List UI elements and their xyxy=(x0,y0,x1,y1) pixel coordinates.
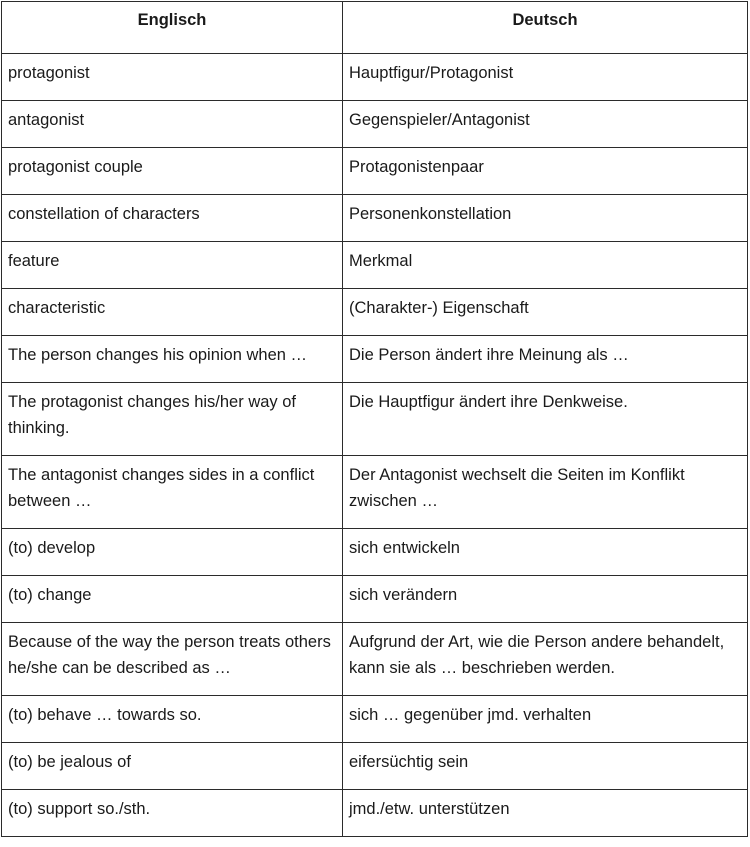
english-cell: protagonist xyxy=(2,54,343,101)
german-cell: Personenkonstellation xyxy=(343,195,748,242)
german-cell: Aufgrund der Art, wie die Person andere behandelt, kann sie als … beschrieben werden. xyxy=(343,623,748,696)
table-row xyxy=(2,383,748,456)
german-cell: Merkmal xyxy=(343,242,748,289)
table-row xyxy=(2,195,748,242)
table-row xyxy=(2,54,748,101)
english-cell: (to) be jealous of xyxy=(2,743,343,790)
table-row xyxy=(2,790,748,837)
english-cell: The protagonist changes his/her way of thinking. xyxy=(2,383,343,456)
english-cell: Because of the way the person treats others he/she can be described as … xyxy=(2,623,343,696)
german-cell: sich verändern xyxy=(343,576,748,623)
german-cell: Protagonistenpaar xyxy=(343,148,748,195)
german-cell: Die Hauptfigur ändert ihre Denkweise. xyxy=(343,383,748,456)
german-cell: sich entwickeln xyxy=(343,529,748,576)
table-row xyxy=(2,101,748,148)
german-cell: (Charakter-) Eigenschaft xyxy=(343,289,748,336)
english-cell: The person changes his opinion when … xyxy=(2,336,343,383)
table-row xyxy=(2,623,748,696)
english-cell: (to) change xyxy=(2,576,343,623)
english-cell: protagonist couple xyxy=(2,148,343,195)
english-cell: antagonist xyxy=(2,101,343,148)
german-cell: sich … gegenüber jmd. verhalten xyxy=(343,696,748,743)
header-deutsch: Deutsch xyxy=(343,2,748,54)
table-row xyxy=(2,456,748,529)
table-row xyxy=(2,576,748,623)
english-cell: (to) develop xyxy=(2,529,343,576)
german-cell: Die Person ändert ihre Meinung als … xyxy=(343,336,748,383)
table-row xyxy=(2,242,748,289)
header-row xyxy=(2,2,748,54)
german-cell: Hauptfigur/Protagonist xyxy=(343,54,748,101)
german-cell: Der Antagonist wechselt die Seiten im Konflikt zwischen … xyxy=(343,456,748,529)
header-englisch: Englisch xyxy=(2,2,343,54)
table-row xyxy=(2,696,748,743)
english-cell: feature xyxy=(2,242,343,289)
english-cell: (to) support so./sth. xyxy=(2,790,343,837)
table-row xyxy=(2,529,748,576)
table-row xyxy=(2,336,748,383)
table-row xyxy=(2,743,748,790)
english-cell: constellation of characters xyxy=(2,195,343,242)
english-cell: The antagonist changes sides in a conflict between … xyxy=(2,456,343,529)
german-cell: Gegenspieler/Antagonist xyxy=(343,101,748,148)
table-row xyxy=(2,289,748,336)
table-row xyxy=(2,148,748,195)
german-cell: eifersüchtig sein xyxy=(343,743,748,790)
english-cell: (to) behave … towards so. xyxy=(2,696,343,743)
vocabulary-table xyxy=(1,1,748,837)
english-cell: characteristic xyxy=(2,289,343,336)
german-cell: jmd./etw. unterstützen xyxy=(343,790,748,837)
